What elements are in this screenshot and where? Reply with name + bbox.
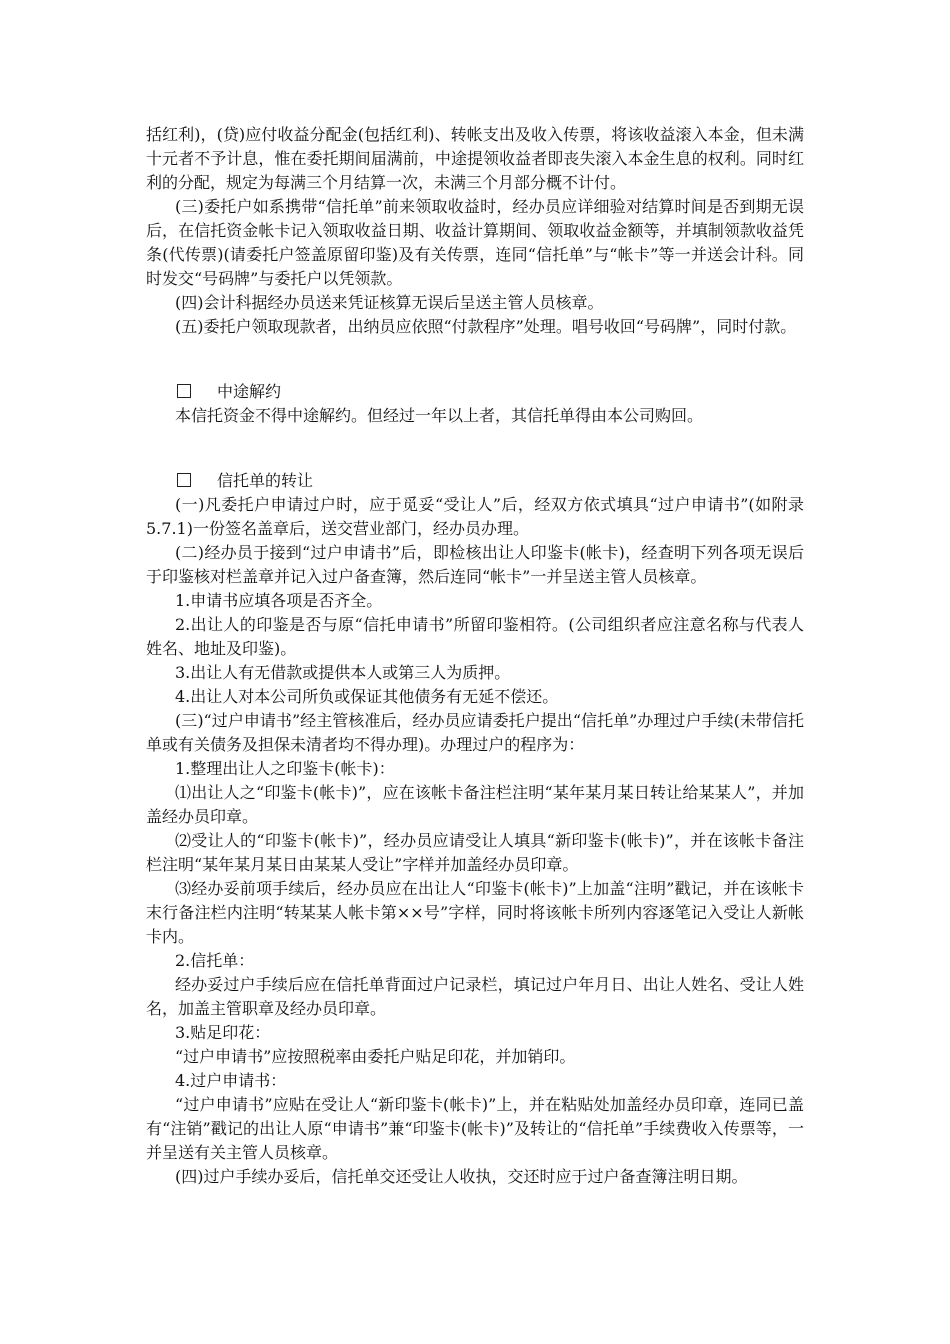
list-item: 3.贴足印花： xyxy=(175,1023,271,1042)
section-heading-text: 信托单的转让 xyxy=(217,471,314,490)
list-item: ⑶经办妥前项手续后，经办员应在出让人“印鉴卡(帐卡)”上加盖“注明”戳记，并在该帐卡末行备注栏内注明“转某某人帐卡第××号”字样，同时将该帐卡所列内容逐笔记入受让人新帐卡内。 xyxy=(146,879,804,946)
list-item: 2.出让人的印鉴是否与原“信托申请书”所留印鉴相符。(公司组织者应注意名称与代表人姓名、地址及印鉴)。 xyxy=(146,615,804,658)
paragraph: “过户申请书”应贴在受让人“新印鉴卡(帐卡)”上，并在粘贴处加盖经办员印章，连同已盖有“注销”戳记的出让人原“申请书”兼“印鉴卡(帐卡)”及转让的“信托单”手续费收入传票等，一并呈送有关主管人员核章。 xyxy=(146,1095,804,1162)
paragraph: (二)经办员于接到“过户申请书”后，即检核出让人印鉴卡(帐卡)，经查明下列各项无误后于印鉴核对栏盖章并记入过户备查簿，然后连同“帐卡”一并呈送主管人员核章。 xyxy=(146,543,804,586)
list-item: 1.整理出让人之印鉴卡(帐卡)： xyxy=(175,759,395,778)
section-heading-text: 中途解约 xyxy=(217,382,282,401)
paragraph: 括红利)，(贷)应付收益分配金(包括红利)、转帐支出及收入传票，将该收益滚入本金，但未满十元者不予计息，惟在委托期间届满前，中途提领收益者即丧失滚入本金生息的权利。同时红利的分配，规定为每满三个月结算一次，未满三个月部分概不计付。 xyxy=(146,125,804,192)
paragraph: (三)“过户申请书”经主管核准后，经办员应请委托户提出“信托单”办理过户手续(未带信托单或有关债务及担保未清者均不得办理)。办理过户的程序为： xyxy=(146,711,804,754)
checkbox-bullet-icon xyxy=(177,384,191,398)
list-item: ⑴出让人之“印鉴卡(帐卡)”，应在该帐卡备注栏注明“某年某月某日转让给某某人”，并加盖经办员印章。 xyxy=(146,783,804,826)
section-heading xyxy=(0,469,950,493)
list-item: 4.过户申请书： xyxy=(175,1071,287,1090)
paragraph: 本信托资金不得中途解约。但经过一年以上者，其信托单得由本公司购回。 xyxy=(175,406,704,425)
paragraph: (一)凡委托户申请过户时，应于觅妥“受让人”后，经双方依式填具“过户申请书”(如附录5.7.1)一份签名盖章后，送交营业部门，经办员办理。 xyxy=(146,495,804,538)
paragraph: (四)过户手续办妥后，信托单交还受让人收执，交还时应于过户备查簿注明日期。 xyxy=(175,1167,748,1186)
document-body xyxy=(0,123,950,1189)
paragraph: “过户申请书”应按照税率由委托户贴足印花，并加销印。 xyxy=(175,1047,576,1066)
list-item: ⑵受让人的“印鉴卡(帐卡)”，经办员应请受让人填具“新印鉴卡(帐卡)”，并在该帐卡备注栏注明“某年某月某日由某某人受让”字样并加盖经办员印章。 xyxy=(146,831,804,874)
list-item: 4.出让人对本公司所负或保证其他债务有无延不偿还。 xyxy=(175,687,559,706)
paragraph: 经办妥过户手续后应在信托单背面过户记录栏，填记过户年月日、出让人姓名、受让人姓名，加盖主管职章及经办员印章。 xyxy=(146,975,804,1018)
paragraph: (四)会计科据经办员送来凭证核算无误后呈送主管人员核章。 xyxy=(175,293,604,312)
list-item: 2.信托单： xyxy=(175,951,255,970)
list-item: 1.申请书应填各项是否齐全。 xyxy=(175,591,383,610)
section-heading xyxy=(0,380,950,404)
paragraph: (三)委托户如系携带“信托单”前来领取收益时，经办员应详细验对结算时间是否到期无误后，在信托资金帐卡记入领取收益日期、收益计算期间、领取收益金额等，并填制领款收益凭条(代传票)(请委托户签盖原留印鉴)及有关传票，连同“信托单”与“帐卡”等一并送会计科。同时发交“号码牌”与委托户以凭领款。 xyxy=(146,197,804,288)
paragraph: (五)委托户领取现款者，出纳员应依照“付款程序”处理。唱号收回“号码牌”，同时付款。 xyxy=(175,317,797,336)
list-item: 3.出让人有无借款或提供本人或第三人为质押。 xyxy=(175,663,511,682)
checkbox-bullet-icon xyxy=(177,473,191,487)
